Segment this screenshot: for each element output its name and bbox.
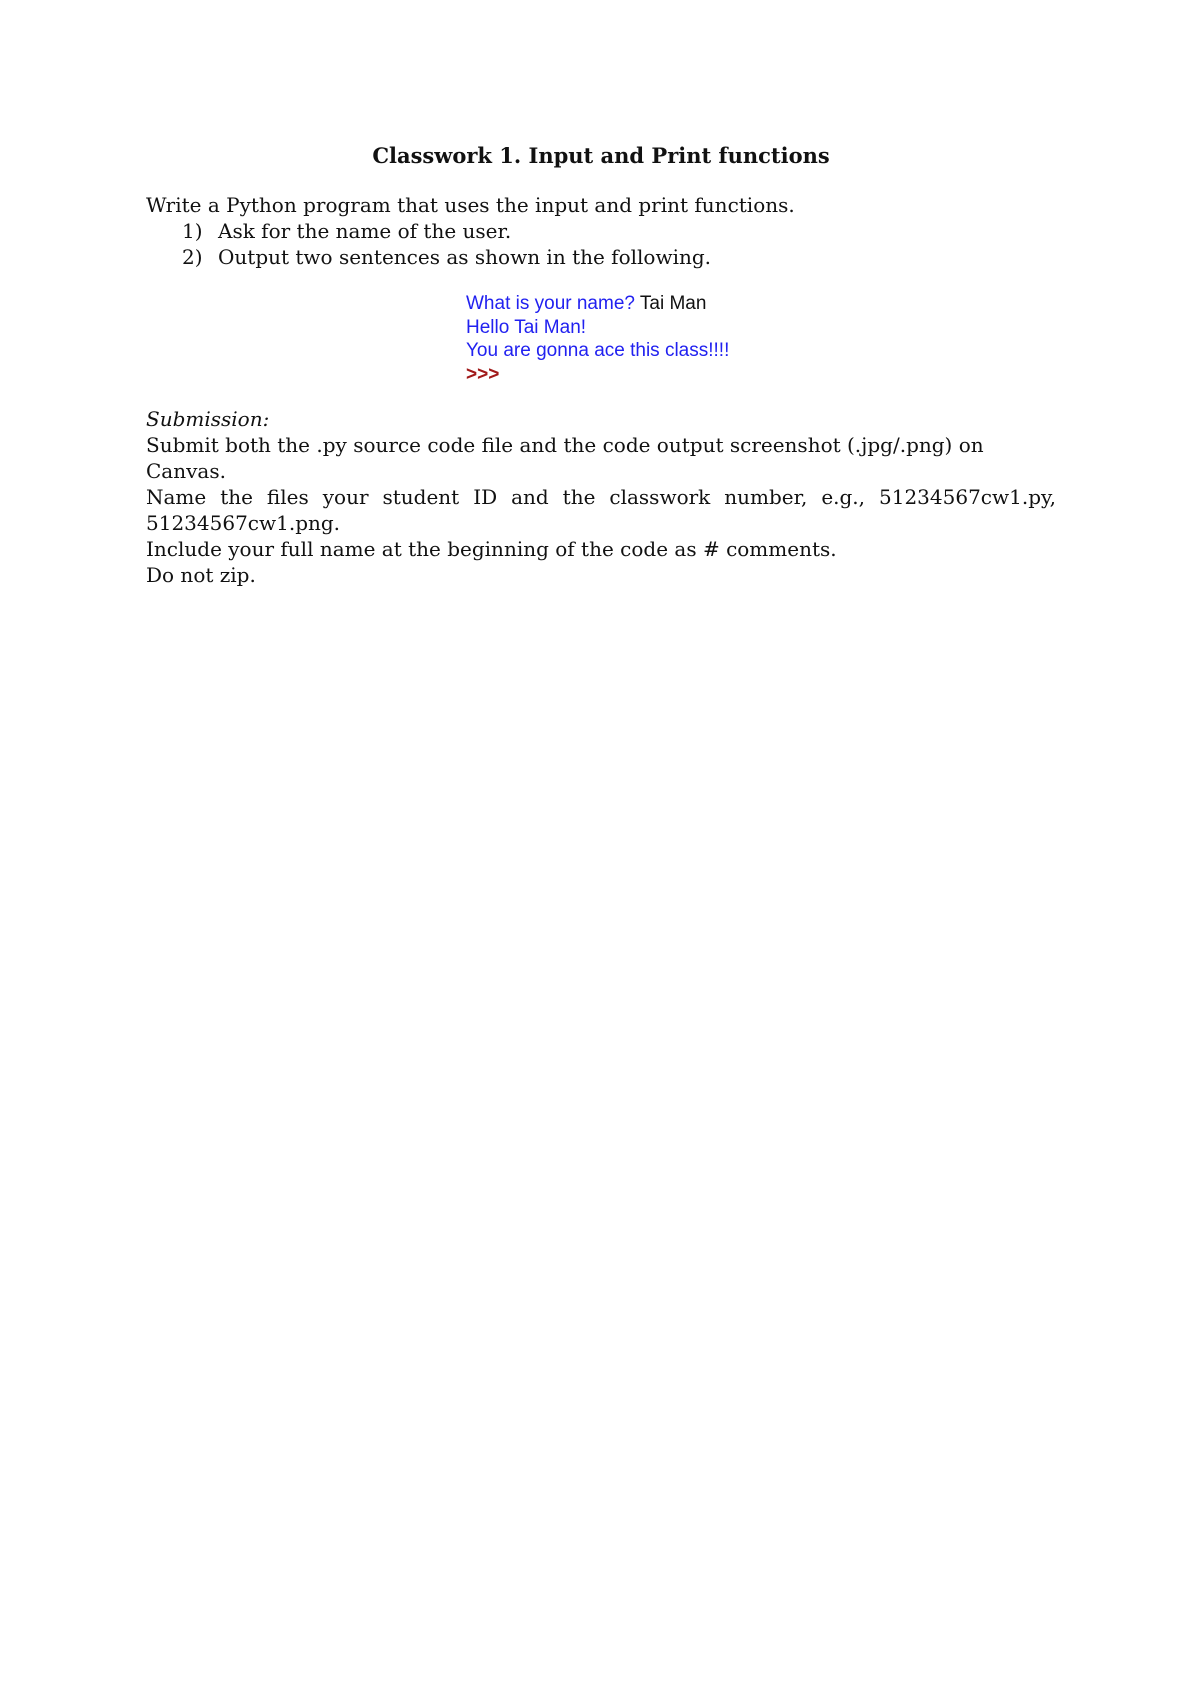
console-line — [466, 292, 1056, 316]
console-line: You are gonna ace this class!!!! — [466, 340, 730, 361]
page-title: Classwork 1. Input and Print functions — [372, 143, 830, 168]
steps-list — [146, 218, 1056, 270]
list-item — [182, 244, 1056, 270]
list-item — [182, 218, 1056, 244]
submission-line: Name the files your student ID and the classwork number, e.g., 51234567cw1.py, 51234567cw1.png. — [146, 485, 1056, 535]
console-line: Hello Tai Man! — [466, 316, 587, 338]
console-user-input: Tai Man — [639, 293, 707, 314]
submission-heading: Submission: — [146, 407, 270, 431]
step-text: Ask for the name of the user. — [218, 219, 512, 243]
submission-line: Submit both the .py source code file and the code output screenshot (.jpg/.png) on Canvas. — [146, 433, 984, 483]
step-number: 1) — [182, 219, 203, 243]
console-shell-prompt: >>> — [466, 363, 500, 385]
console-output-example — [466, 292, 1056, 386]
submission-line: Do not zip. — [146, 563, 256, 587]
console-prompt: What is your name? — [466, 293, 635, 314]
document-content — [146, 142, 1056, 588]
submission-line: Include your full name at the beginning of the code as # comments. — [146, 537, 837, 561]
step-text: Output two sentences as shown in the following. — [218, 245, 712, 269]
step-number: 2) — [182, 245, 203, 269]
intro-text: Write a Python program that uses the input and print functions. — [146, 193, 795, 217]
